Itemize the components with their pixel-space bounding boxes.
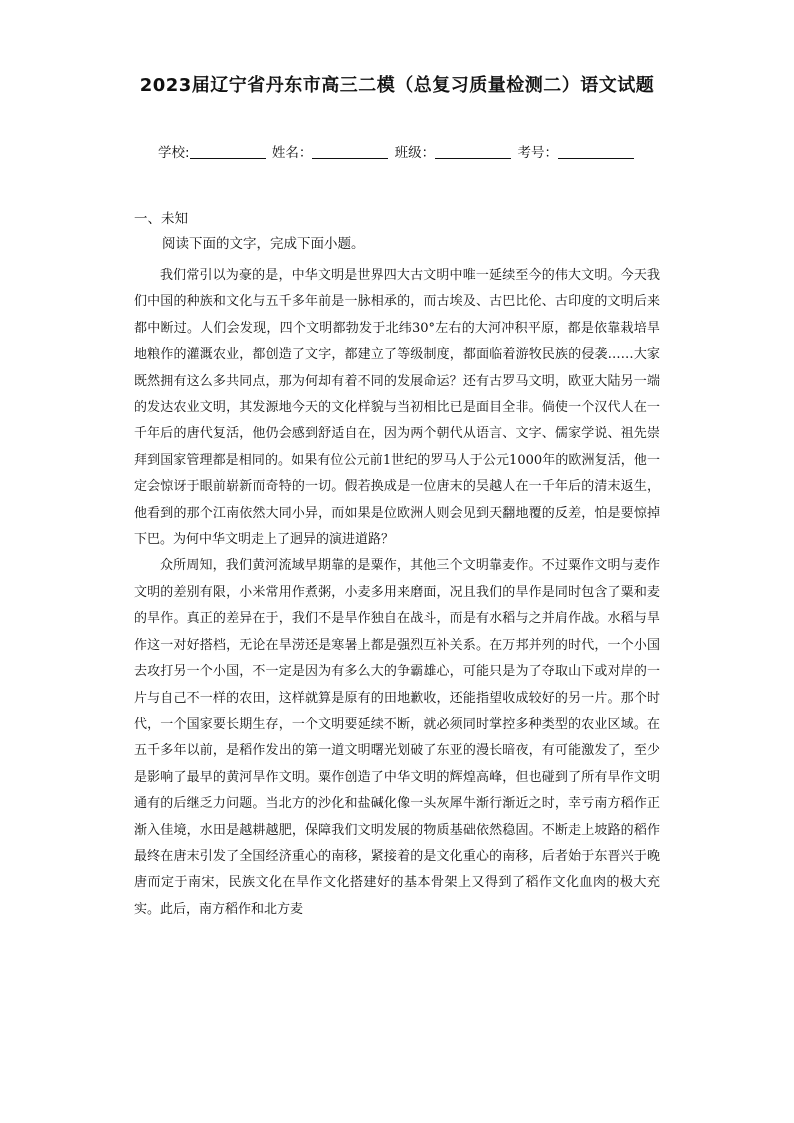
section-heading: 一、未知 <box>134 211 188 227</box>
reading-instruction: 阅读下面的文字，完成下面小题。 <box>162 236 365 252</box>
school-blank[interactable] <box>190 144 266 159</box>
name-blank[interactable] <box>312 144 388 159</box>
page-title: 2023届辽宁省丹东市高三二模（总复习质量检测二）语文试题 <box>139 75 655 96</box>
number-label: 考号： <box>517 145 558 161</box>
school-label: 学校: <box>158 145 190 161</box>
class-label: 班级： <box>394 145 436 161</box>
number-blank[interactable] <box>558 144 634 159</box>
class-blank[interactable] <box>435 144 511 159</box>
student-info-line <box>0 143 794 163</box>
passage-paragraph: 众所周知，我们黄河流域早期靠的是粟作，其他三个文明靠麦作。不过粟作文明与麦作文明的差别有限，小米常用作煮粥，小麦多用来磨面，况且我们的旱作是同时包含了粟和麦的旱作。真正的差异在于，我们不是旱作独自在战斗，而是有水稻与之并肩作战。水稻与旱作这一对好搭档，无论在旱涝还是寒暑上都是强烈互补关系。在万邦并列的时代，一个小国去攻打另一个小国，不一定是因为有多么大的争霸雄心，可能只是为了夺取山下或对岸的一片与自己不一样的农田，这样就算是原有的田地歉收，还能指望收成较好的另一片。那个时代，一个国家要长期生存，一个文明要延续不断，就必须同时掌控多种类型的农业区域。在五千多年以前，是稻作发出的第一道文明曙光划破了东亚的漫长暗夜，有可能激发了，至少是影响了最早的黄河旱作文明。粟作创造了中华文明的辉煌高峰，但也碰到了所有旱作文明通有的后继乏力问题。当北方的沙化和盐碱化像一头灰犀牛渐行渐近之时，幸亏南方稻作正渐入佳境，水田是越耕越肥，保障我们文明发展的物质基础依然稳固。不断走上坡路的稻作最终在唐末引发了全国经济重心的南移，紧接着的是文化重心的南移，后者始于东晋兴于晚唐而定于南宋，民族文化在旱作文化搭建好的基本骨架上又得到了稻作文化血肉的极大充实。此后，南方稻作和北方麦 <box>134 558 660 917</box>
reading-passage <box>134 263 660 923</box>
passage-paragraph: 我们常引以为豪的是，中华文明是世界四大古文明中唯一延续至今的伟大文明。今天我们中国的种族和文化与五千多年前是一脉相承的，而古埃及、古巴比伦、古印度的文明后来都中断过。人们会发现，四个文明都勃发于北纬30°左右的大河冲积平原，都是依靠栽培旱地粮作的灌溉农业，都创造了文字，都建立了等级制度，都面临着游牧民族的侵袭……大家既然拥有这么多共同点，那为何却有着不同的发展命运？还有古罗马文明，欧亚大陆另一端的发达农业文明，其发源地今天的文化样貌与当初相比已是面目全非。倘使一个汉代人在一千年后的唐代复活，他仍会感到舒适自在，因为两个朝代从语言、文字、儒家学说、祖先崇拜到国家管理都是相同的。如果有位公元前1世纪的罗马人于公元1000年的欧洲复活，他一定会惊讶于眼前崭新而奇特的一切。假若换成是一位唐末的吴越人在一千年后的清末返生，他看到的那个江南依然大同小异，而如果是位欧洲人则会见到天翻地覆的反差，怕是要惊掉下巴。为何中华文明走上了迥异的演进道路？ <box>134 268 660 548</box>
name-label: 姓名： <box>271 145 313 161</box>
